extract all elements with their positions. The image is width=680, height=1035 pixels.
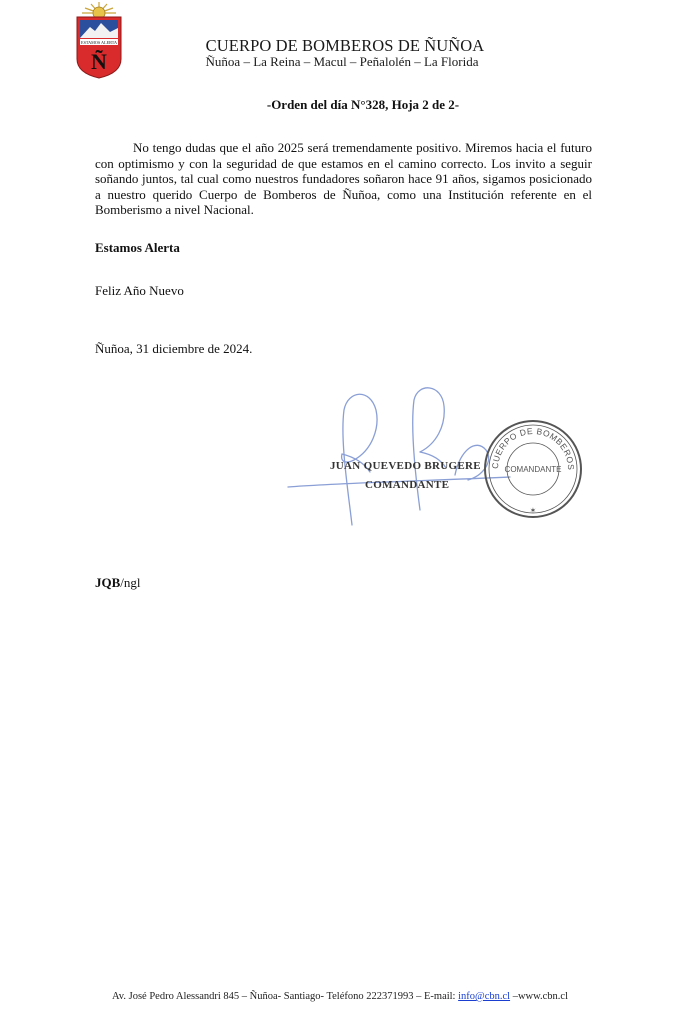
body-paragraph: No tengo dudas que el año 2025 será tremendamente positivo. Miremos hacia el futuro con optimismo y con la seguridad de que estamos en el camino correcto. Los invito a seguir soñando juntos, tal cual como nuestros fundadores soñaron hace 91 años, sigamos posicionado a nuestro querido Cuerpo de Bomberos de Ñuñoa, como una Institución referente en el Bomberismo a nivel Nacional. — [95, 140, 592, 217]
institution-logo — [74, 1, 124, 79]
reference-initials — [95, 575, 141, 591]
motto: Estamos Alerta — [95, 240, 180, 255]
signer-name: JUAN QUEVEDO BRUGERE — [330, 460, 481, 472]
initials-rest: /ngl — [120, 575, 141, 590]
svg-text:✶: ✶ — [529, 506, 537, 515]
logo-band-text: ESTAMOS ALERTA — [81, 39, 117, 45]
initials-bold: JQB — [95, 575, 121, 590]
logo-letter: Ñ — [91, 49, 107, 74]
organization-name: CUERPO DE BOMBEROS DE ÑUÑOA — [205, 36, 485, 55]
order-title: -Orden del día N°328, Hoja 2 de 2- — [266, 97, 460, 112]
footer-address-text: Av. José Pedro Alessandri 845 – Ñuñoa- Santiago- Teléfono 222371993 – E-mail: — [112, 991, 459, 1002]
footer-address — [60, 991, 620, 1002]
footer-email-link[interactable]: info@cbn.cl — [458, 991, 511, 1002]
stamp-outer-text: CUERPO DE BOMBEROS — [489, 425, 577, 471]
official-stamp-icon — [478, 414, 588, 524]
shield-logo-icon — [74, 1, 124, 79]
signer-title: COMANDANTE — [365, 479, 450, 491]
communes-line: Ñuñoa – La Reina – Macul – Peñalolén – La Florida — [205, 54, 479, 69]
date-line: Ñuñoa, 31 diciembre de 2024. — [95, 341, 253, 356]
footer-website-text: –www.cbn.cl — [510, 991, 568, 1002]
stamp-inner-text: COMANDANTE — [504, 465, 562, 474]
greeting: Feliz Año Nuevo — [95, 283, 184, 298]
